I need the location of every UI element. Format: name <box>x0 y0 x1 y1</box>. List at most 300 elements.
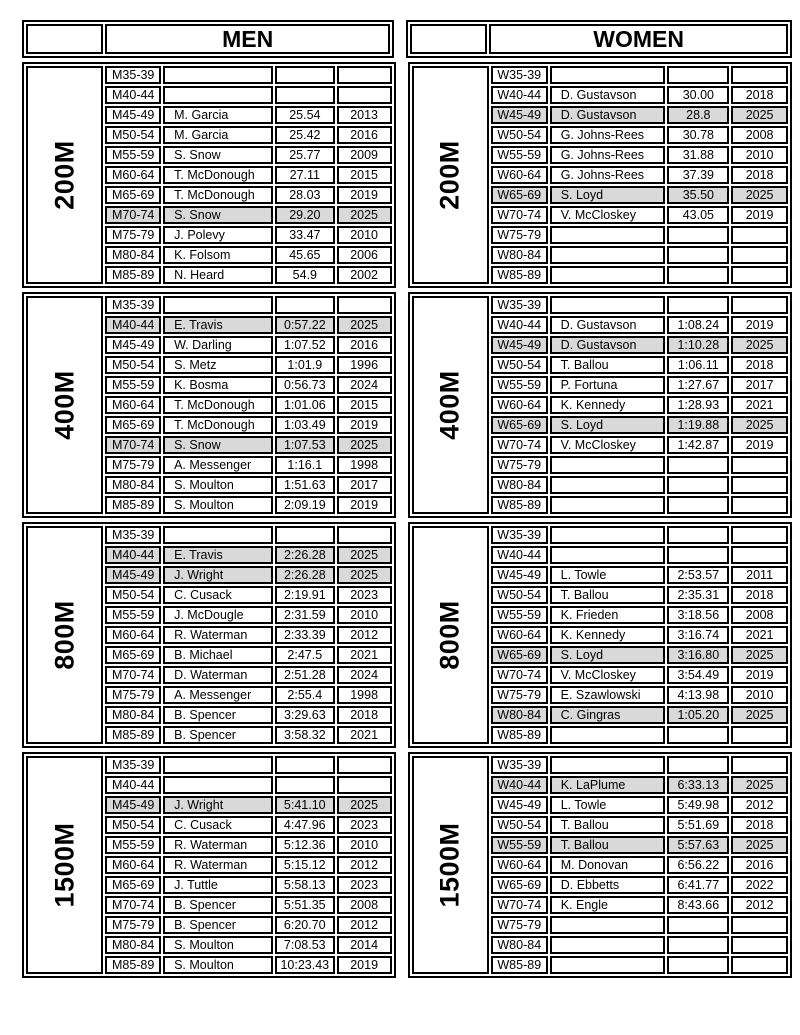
age-cell: M70-74 <box>105 666 161 684</box>
age-cell: M80-84 <box>105 936 161 954</box>
year-cell: 2009 <box>337 146 392 164</box>
time-cell: 3:54.49 <box>667 666 729 684</box>
age-cell: M75-79 <box>105 226 161 244</box>
athlete-cell: V. McCloskey <box>550 436 666 454</box>
age-cell: W35-39 <box>491 66 548 84</box>
year-cell: 2010 <box>731 146 788 164</box>
time-cell <box>667 756 729 774</box>
year-cell: 2012 <box>337 626 392 644</box>
age-cell: W40-44 <box>491 316 548 334</box>
age-cell: W55-59 <box>491 376 548 394</box>
time-cell: 28.8 <box>667 106 729 124</box>
year-cell: 2016 <box>731 856 788 874</box>
event-blocks <box>22 62 792 978</box>
record-row <box>26 756 392 774</box>
time-cell: 5:12.36 <box>275 836 335 854</box>
athlete-cell <box>550 246 666 264</box>
athlete-cell <box>550 526 666 544</box>
time-cell: 25.77 <box>275 146 335 164</box>
athlete-cell: A. Messenger <box>163 456 273 474</box>
year-cell: 2025 <box>337 546 392 564</box>
athlete-cell: L. Towle <box>550 796 666 814</box>
record-row <box>412 66 788 84</box>
age-cell: W75-79 <box>491 456 548 474</box>
athlete-cell: V. McCloskey <box>550 666 666 684</box>
year-cell: 1998 <box>337 456 392 474</box>
age-cell: W65-69 <box>491 876 548 894</box>
time-cell: 2:51.28 <box>275 666 335 684</box>
time-cell <box>667 546 729 564</box>
age-cell: M65-69 <box>105 646 161 664</box>
year-cell <box>731 66 788 84</box>
athlete-cell: T. McDonough <box>163 186 273 204</box>
time-cell <box>275 526 335 544</box>
event-name-text: 200M <box>434 140 465 210</box>
athlete-cell <box>550 916 666 934</box>
time-cell: 1:19.88 <box>667 416 729 434</box>
age-cell: W80-84 <box>491 706 548 724</box>
athlete-cell: C. Cusack <box>163 816 273 834</box>
athlete-cell <box>163 66 273 84</box>
age-cell: W60-64 <box>491 626 548 644</box>
age-cell: M75-79 <box>105 456 161 474</box>
age-cell: M40-44 <box>105 776 161 794</box>
age-cell: M60-64 <box>105 396 161 414</box>
athlete-cell: S. Moulton <box>163 936 273 954</box>
age-cell: M50-54 <box>105 586 161 604</box>
women-records-table <box>408 522 792 748</box>
year-cell <box>731 526 788 544</box>
men-header-table <box>22 20 394 58</box>
time-cell: 31.88 <box>667 146 729 164</box>
event-name-text: 400M <box>49 370 80 440</box>
year-cell: 2015 <box>337 396 392 414</box>
athlete-cell: T. Ballou <box>550 816 666 834</box>
athlete-cell <box>550 296 666 314</box>
men-event-label <box>26 756 103 974</box>
men-header-label: MEN <box>105 24 390 54</box>
time-cell <box>667 296 729 314</box>
age-cell: M55-59 <box>105 836 161 854</box>
time-cell: 8:43.66 <box>667 896 729 914</box>
age-cell: M50-54 <box>105 356 161 374</box>
athlete-cell: D. Gustavson <box>550 316 666 334</box>
record-row <box>26 296 392 314</box>
year-cell <box>731 496 788 514</box>
age-cell: M80-84 <box>105 476 161 494</box>
header-row <box>26 24 390 54</box>
men-event-label <box>26 526 103 744</box>
time-cell: 28.03 <box>275 186 335 204</box>
year-cell <box>731 916 788 934</box>
time-cell: 33.47 <box>275 226 335 244</box>
year-cell: 2025 <box>731 336 788 354</box>
athlete-cell: T. McDonough <box>163 416 273 434</box>
time-cell: 1:06.11 <box>667 356 729 374</box>
time-cell <box>275 756 335 774</box>
athlete-cell: D. Gustavson <box>550 86 666 104</box>
time-cell: 2:19.91 <box>275 586 335 604</box>
athlete-cell <box>550 936 666 954</box>
year-cell <box>731 476 788 494</box>
sheet-header <box>22 20 792 58</box>
age-cell: M40-44 <box>105 86 161 104</box>
year-cell <box>731 726 788 744</box>
year-cell: 2012 <box>337 916 392 934</box>
age-cell: W85-89 <box>491 956 548 974</box>
men-records-table <box>22 292 396 518</box>
athlete-cell <box>550 546 666 564</box>
event-block-1500m <box>22 752 792 978</box>
women-records-table <box>408 62 792 288</box>
year-cell: 2015 <box>337 166 392 184</box>
year-cell: 2021 <box>731 626 788 644</box>
time-cell: 25.42 <box>275 126 335 144</box>
time-cell: 30.78 <box>667 126 729 144</box>
women-records-table <box>408 752 792 978</box>
athlete-cell <box>550 66 666 84</box>
time-cell: 1:27.67 <box>667 376 729 394</box>
age-cell: W75-79 <box>491 916 548 934</box>
athlete-cell: T. Ballou <box>550 586 666 604</box>
age-cell: W40-44 <box>491 776 548 794</box>
time-cell: 2:09.19 <box>275 496 335 514</box>
age-cell: M50-54 <box>105 816 161 834</box>
athlete-cell: D. Gustavson <box>550 336 666 354</box>
year-cell: 2008 <box>731 606 788 624</box>
age-cell: W85-89 <box>491 726 548 744</box>
year-cell: 2025 <box>337 206 392 224</box>
athlete-cell: P. Fortuna <box>550 376 666 394</box>
year-cell: 2018 <box>337 706 392 724</box>
time-cell <box>667 456 729 474</box>
age-cell: M45-49 <box>105 566 161 584</box>
age-cell: M55-59 <box>105 606 161 624</box>
age-cell: W70-74 <box>491 436 548 454</box>
year-cell <box>731 936 788 954</box>
time-cell: 0:57.22 <box>275 316 335 334</box>
year-cell: 2024 <box>337 376 392 394</box>
time-cell <box>275 66 335 84</box>
time-cell <box>667 726 729 744</box>
athlete-cell: V. McCloskey <box>550 206 666 224</box>
athlete-cell <box>550 476 666 494</box>
year-cell: 2025 <box>337 436 392 454</box>
athlete-cell <box>163 86 273 104</box>
athlete-cell: K. Kennedy <box>550 396 666 414</box>
age-cell: M75-79 <box>105 916 161 934</box>
year-cell <box>731 956 788 974</box>
time-cell: 5:58.13 <box>275 876 335 894</box>
age-cell: M85-89 <box>105 726 161 744</box>
time-cell: 1:05.20 <box>667 706 729 724</box>
time-cell: 3:18.56 <box>667 606 729 624</box>
age-cell: M70-74 <box>105 436 161 454</box>
time-cell: 10:23.43 <box>275 956 335 974</box>
age-cell: M60-64 <box>105 626 161 644</box>
time-cell: 2:53.57 <box>667 566 729 584</box>
age-cell: W35-39 <box>491 526 548 544</box>
header-row <box>410 24 788 54</box>
year-cell <box>337 296 392 314</box>
year-cell: 2012 <box>731 796 788 814</box>
age-cell: W80-84 <box>491 936 548 954</box>
event-block-400m <box>22 292 792 518</box>
time-cell: 1:03.49 <box>275 416 335 434</box>
year-cell: 2018 <box>731 816 788 834</box>
time-cell <box>667 526 729 544</box>
athlete-cell <box>550 496 666 514</box>
athlete-cell: D. Gustavson <box>550 106 666 124</box>
year-cell: 2019 <box>337 496 392 514</box>
athlete-cell: M. Garcia <box>163 106 273 124</box>
athlete-cell: K. Kennedy <box>550 626 666 644</box>
age-cell: W70-74 <box>491 896 548 914</box>
year-cell: 2025 <box>731 776 788 794</box>
athlete-cell: S. Moulton <box>163 956 273 974</box>
age-cell: M55-59 <box>105 146 161 164</box>
athlete-cell: G. Johns-Rees <box>550 146 666 164</box>
athlete-cell: B. Spencer <box>163 916 273 934</box>
age-cell: M60-64 <box>105 856 161 874</box>
age-cell: M60-64 <box>105 166 161 184</box>
athlete-cell: T. McDonough <box>163 396 273 414</box>
athlete-cell: J. Wright <box>163 796 273 814</box>
year-cell <box>337 526 392 544</box>
year-cell: 2024 <box>337 666 392 684</box>
athlete-cell: S. Loyd <box>550 416 666 434</box>
athlete-cell <box>163 296 273 314</box>
time-cell <box>667 956 729 974</box>
athlete-cell: S. Moulton <box>163 476 273 494</box>
event-block-200m <box>22 62 792 288</box>
age-cell: M80-84 <box>105 246 161 264</box>
year-cell: 2023 <box>337 586 392 604</box>
athlete-cell: J. Tuttle <box>163 876 273 894</box>
women-header-table <box>406 20 792 58</box>
women-event-label <box>412 66 489 284</box>
year-cell: 2025 <box>337 566 392 584</box>
age-cell: W60-64 <box>491 856 548 874</box>
time-cell <box>667 476 729 494</box>
men-records-table <box>22 752 396 978</box>
time-cell: 7:08.53 <box>275 936 335 954</box>
time-cell: 1:16.1 <box>275 456 335 474</box>
athlete-cell: N. Heard <box>163 266 273 284</box>
men-event-label <box>26 66 103 284</box>
athlete-cell: K. Bosma <box>163 376 273 394</box>
year-cell <box>731 226 788 244</box>
year-cell: 2011 <box>731 566 788 584</box>
athlete-cell: A. Messenger <box>163 686 273 704</box>
time-cell: 30.00 <box>667 86 729 104</box>
age-cell: W60-64 <box>491 166 548 184</box>
age-cell: M35-39 <box>105 296 161 314</box>
age-cell: M70-74 <box>105 896 161 914</box>
athlete-cell: S. Snow <box>163 146 273 164</box>
time-cell: 37.39 <box>667 166 729 184</box>
time-cell: 2:26.28 <box>275 566 335 584</box>
athlete-cell <box>550 956 666 974</box>
athlete-cell: T. Ballou <box>550 356 666 374</box>
year-cell: 2025 <box>337 316 392 334</box>
event-name-text: 200M <box>49 140 80 210</box>
event-name-text: 1500M <box>49 822 80 908</box>
athlete-cell: J. McDougle <box>163 606 273 624</box>
time-cell <box>275 776 335 794</box>
athlete-cell: E. Travis <box>163 316 273 334</box>
time-cell: 1:28.93 <box>667 396 729 414</box>
year-cell: 2013 <box>337 106 392 124</box>
men-records-table <box>22 62 396 288</box>
age-cell: M35-39 <box>105 66 161 84</box>
event-block-800m <box>22 522 792 748</box>
event-name-text: 800M <box>49 600 80 670</box>
time-cell: 0:56.73 <box>275 376 335 394</box>
age-cell: M35-39 <box>105 756 161 774</box>
athlete-cell: R. Waterman <box>163 856 273 874</box>
time-cell: 25.54 <box>275 106 335 124</box>
year-cell <box>337 66 392 84</box>
age-cell: M40-44 <box>105 546 161 564</box>
age-cell: W40-44 <box>491 546 548 564</box>
age-cell: W80-84 <box>491 246 548 264</box>
time-cell <box>275 296 335 314</box>
time-cell: 3:58.32 <box>275 726 335 744</box>
year-cell: 2023 <box>337 876 392 894</box>
athlete-cell: T. Ballou <box>550 836 666 854</box>
time-cell: 3:29.63 <box>275 706 335 724</box>
year-cell: 2018 <box>731 356 788 374</box>
time-cell <box>667 246 729 264</box>
time-cell: 29.20 <box>275 206 335 224</box>
athlete-cell: T. McDonough <box>163 166 273 184</box>
age-cell: W45-49 <box>491 106 548 124</box>
year-cell: 2008 <box>337 896 392 914</box>
age-cell: W80-84 <box>491 476 548 494</box>
time-cell: 45.65 <box>275 246 335 264</box>
year-cell: 2010 <box>337 606 392 624</box>
athlete-cell: J. Polevy <box>163 226 273 244</box>
age-cell: W45-49 <box>491 566 548 584</box>
year-cell <box>731 546 788 564</box>
year-cell: 2018 <box>731 86 788 104</box>
year-cell: 2025 <box>337 796 392 814</box>
age-cell: M35-39 <box>105 526 161 544</box>
year-cell: 2019 <box>337 956 392 974</box>
age-cell: M55-59 <box>105 376 161 394</box>
athlete-cell: S. Metz <box>163 356 273 374</box>
athlete-cell: M. Garcia <box>163 126 273 144</box>
age-cell: W35-39 <box>491 756 548 774</box>
time-cell: 6:33.13 <box>667 776 729 794</box>
year-cell: 2025 <box>731 106 788 124</box>
age-cell: M40-44 <box>105 316 161 334</box>
athlete-cell: S. Loyd <box>550 646 666 664</box>
age-cell: M65-69 <box>105 876 161 894</box>
time-cell: 5:41.10 <box>275 796 335 814</box>
age-cell: M65-69 <box>105 186 161 204</box>
year-cell: 2017 <box>731 376 788 394</box>
time-cell: 5:51.35 <box>275 896 335 914</box>
time-cell <box>275 86 335 104</box>
age-cell: M45-49 <box>105 106 161 124</box>
age-cell: M75-79 <box>105 686 161 704</box>
age-cell: W85-89 <box>491 496 548 514</box>
athlete-cell <box>550 456 666 474</box>
men-header-spacer <box>26 24 103 54</box>
age-cell: W70-74 <box>491 206 548 224</box>
athlete-cell: D. Ebbetts <box>550 876 666 894</box>
year-cell <box>731 266 788 284</box>
time-cell: 1:07.52 <box>275 336 335 354</box>
age-cell: W45-49 <box>491 796 548 814</box>
time-cell: 6:56.22 <box>667 856 729 874</box>
athlete-cell: S. Snow <box>163 206 273 224</box>
athlete-cell: B. Spencer <box>163 706 273 724</box>
time-cell: 4:13.98 <box>667 686 729 704</box>
athlete-cell: B. Spencer <box>163 896 273 914</box>
year-cell: 2021 <box>731 396 788 414</box>
men-event-label <box>26 296 103 514</box>
age-cell: W70-74 <box>491 666 548 684</box>
athlete-cell: S. Moulton <box>163 496 273 514</box>
year-cell: 1998 <box>337 686 392 704</box>
athlete-cell <box>550 266 666 284</box>
year-cell <box>731 246 788 264</box>
athlete-cell: G. Johns-Rees <box>550 126 666 144</box>
year-cell: 2006 <box>337 246 392 264</box>
year-cell: 2010 <box>337 226 392 244</box>
time-cell: 2:47.5 <box>275 646 335 664</box>
athlete-cell: K. LaPlume <box>550 776 666 794</box>
year-cell: 2012 <box>337 856 392 874</box>
year-cell: 2021 <box>337 646 392 664</box>
year-cell: 2019 <box>337 186 392 204</box>
athlete-cell: K. Frieden <box>550 606 666 624</box>
time-cell: 54.9 <box>275 266 335 284</box>
time-cell: 4:47.96 <box>275 816 335 834</box>
age-cell: M80-84 <box>105 706 161 724</box>
year-cell: 2018 <box>731 166 788 184</box>
record-row <box>412 296 788 314</box>
age-cell: M85-89 <box>105 496 161 514</box>
athlete-cell <box>550 756 666 774</box>
age-cell: W60-64 <box>491 396 548 414</box>
athlete-cell: K. Engle <box>550 896 666 914</box>
women-event-label <box>412 756 489 974</box>
athlete-cell: C. Gingras <box>550 706 666 724</box>
year-cell <box>337 86 392 104</box>
athlete-cell: E. Szawlowski <box>550 686 666 704</box>
athlete-cell <box>163 756 273 774</box>
age-cell: W45-49 <box>491 336 548 354</box>
age-cell: W55-59 <box>491 146 548 164</box>
time-cell: 1:01.9 <box>275 356 335 374</box>
athlete-cell: K. Folsom <box>163 246 273 264</box>
time-cell: 5:51.69 <box>667 816 729 834</box>
time-cell <box>667 226 729 244</box>
year-cell: 2022 <box>731 876 788 894</box>
event-name-text: 800M <box>434 600 465 670</box>
year-cell: 2023 <box>337 816 392 834</box>
time-cell <box>667 66 729 84</box>
time-cell: 1:42.87 <box>667 436 729 454</box>
athlete-cell <box>550 226 666 244</box>
age-cell: W55-59 <box>491 606 548 624</box>
time-cell: 3:16.80 <box>667 646 729 664</box>
athlete-cell <box>163 776 273 794</box>
